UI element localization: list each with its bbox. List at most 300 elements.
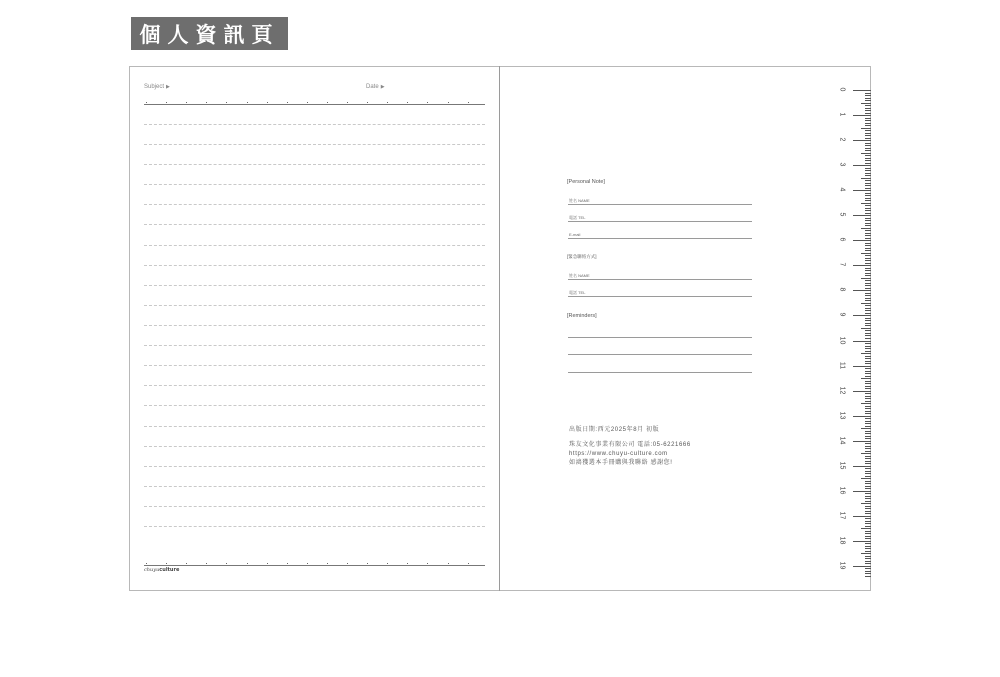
ruler-tick bbox=[865, 348, 871, 349]
dashed-rule bbox=[144, 526, 485, 527]
ruler-tick bbox=[865, 388, 871, 389]
dashed-rule bbox=[144, 245, 485, 246]
play-arrow-icon: ▶ bbox=[380, 84, 385, 90]
ruler-tick bbox=[865, 198, 871, 199]
emergency-tel-line bbox=[568, 296, 752, 297]
ruler-tick bbox=[865, 280, 871, 281]
ruler-tick bbox=[865, 446, 871, 447]
ruler-tick bbox=[865, 571, 871, 572]
ruler-number: 15 bbox=[838, 461, 846, 470]
ruler-tick bbox=[865, 346, 871, 347]
ruler-tick bbox=[865, 118, 871, 119]
ruler-tick bbox=[861, 303, 871, 304]
ruler-tick bbox=[865, 471, 871, 472]
tick-dot bbox=[347, 563, 348, 564]
ruler-tick bbox=[865, 160, 871, 161]
reminders-heading: [Reminders] bbox=[567, 313, 597, 319]
logo-bold: culture bbox=[159, 567, 180, 573]
ruler-number: 13 bbox=[838, 411, 846, 420]
ruler-tick bbox=[865, 513, 871, 514]
ruler-tick bbox=[865, 498, 871, 499]
ruler-number: 8 bbox=[838, 287, 846, 292]
ruler-tick bbox=[861, 428, 871, 429]
ruler-tick bbox=[865, 93, 871, 94]
ruler-tick bbox=[865, 325, 871, 326]
ruler-tick bbox=[865, 363, 871, 364]
ruler-tick bbox=[861, 178, 871, 179]
ruler-tick bbox=[865, 488, 871, 489]
dashed-rule bbox=[144, 305, 485, 306]
ruler-tick bbox=[865, 295, 871, 296]
tick-dot bbox=[267, 102, 268, 103]
dashed-rule bbox=[144, 405, 485, 406]
spine-divider bbox=[499, 66, 500, 591]
ruler-tick bbox=[865, 538, 871, 539]
tick-dot bbox=[267, 563, 268, 564]
ruler-tick bbox=[865, 138, 871, 139]
ruler-tick bbox=[853, 115, 871, 116]
ruler-tick bbox=[853, 341, 871, 342]
ruler-number: 9 bbox=[838, 312, 846, 317]
ruler-tick bbox=[865, 218, 871, 219]
emergency-name-label: 姓名 NAME bbox=[569, 273, 590, 278]
ruler-tick bbox=[865, 150, 871, 151]
ruler-tick bbox=[861, 453, 871, 454]
tick-dot bbox=[166, 102, 167, 103]
ruler-tick bbox=[853, 315, 871, 316]
ruler-tick bbox=[865, 431, 871, 432]
ruler-number: 1 bbox=[838, 112, 846, 117]
ruler-tick bbox=[861, 228, 871, 229]
ruler-tick bbox=[865, 511, 871, 512]
ruler-tick bbox=[853, 140, 871, 141]
ruler-tick bbox=[865, 368, 871, 369]
dashed-rule bbox=[144, 164, 485, 165]
ruler-number: 2 bbox=[838, 137, 846, 142]
ruler-tick bbox=[865, 130, 871, 131]
ruler-tick bbox=[865, 310, 871, 311]
tick-dot bbox=[186, 563, 187, 564]
ruler-tick bbox=[865, 145, 871, 146]
ruler-tick bbox=[865, 258, 871, 259]
ruler-number: 11 bbox=[838, 361, 846, 369]
ruler-number: 16 bbox=[838, 486, 846, 495]
play-arrow-icon: ▶ bbox=[166, 84, 170, 90]
ruler-tick bbox=[865, 260, 871, 261]
ruler-tick bbox=[865, 263, 871, 264]
ruler-number: 18 bbox=[838, 536, 846, 545]
subject-label: Subject bbox=[144, 84, 165, 90]
ruler-tick bbox=[853, 391, 871, 392]
tick-dot bbox=[367, 563, 368, 564]
ruler-tick bbox=[865, 148, 871, 149]
ruler-tick bbox=[853, 466, 871, 467]
ruler-tick bbox=[865, 255, 871, 256]
ruler-tick bbox=[861, 153, 871, 154]
tick-dot bbox=[448, 563, 449, 564]
ruler-tick bbox=[865, 576, 871, 577]
ruler-tick bbox=[865, 135, 871, 136]
centimeter-ruler bbox=[838, 86, 871, 576]
ruler-tick bbox=[865, 235, 871, 236]
ruler-tick bbox=[865, 248, 871, 249]
ruler-tick bbox=[865, 288, 871, 289]
ruler-tick bbox=[865, 180, 871, 181]
ruler-tick bbox=[865, 338, 871, 339]
ruler-tick bbox=[865, 275, 871, 276]
tick-dot bbox=[146, 563, 147, 564]
ruler-tick bbox=[865, 230, 871, 231]
ruler-tick bbox=[865, 205, 871, 206]
dashed-rule bbox=[144, 426, 485, 427]
ruler-tick bbox=[853, 165, 871, 166]
ruler-tick bbox=[865, 486, 871, 487]
ruler-tick bbox=[865, 501, 871, 502]
ruler-tick bbox=[865, 458, 871, 459]
ruler-number: 19 bbox=[838, 561, 846, 570]
ruler-tick bbox=[865, 298, 871, 299]
ruler-tick bbox=[865, 506, 871, 507]
ruler-tick bbox=[865, 443, 871, 444]
ruler-tick bbox=[865, 213, 871, 214]
ruler-tick bbox=[865, 493, 871, 494]
dashed-rule bbox=[144, 466, 485, 467]
dashed-rule bbox=[144, 486, 485, 487]
dashed-rule bbox=[144, 325, 485, 326]
field-tel-line bbox=[568, 221, 752, 222]
ruler-tick bbox=[853, 441, 871, 442]
date-header bbox=[366, 84, 385, 90]
ruler-tick bbox=[865, 393, 871, 394]
ruler-tick bbox=[865, 208, 871, 209]
field-name-line bbox=[568, 204, 752, 205]
ruler-number: 7 bbox=[838, 262, 846, 267]
ruler-tick bbox=[865, 546, 871, 547]
ruler-tick bbox=[865, 473, 871, 474]
tick-dot bbox=[448, 102, 449, 103]
ruler-tick bbox=[865, 185, 871, 186]
ruler-tick bbox=[865, 351, 871, 352]
ruler-tick bbox=[853, 215, 871, 216]
ruler-tick bbox=[865, 95, 871, 96]
ruler-tick bbox=[865, 100, 871, 101]
ruler-tick bbox=[865, 386, 871, 387]
ruler-tick bbox=[865, 523, 871, 524]
tick-dot bbox=[226, 102, 227, 103]
tick-dot bbox=[468, 563, 469, 564]
ruler-tick bbox=[865, 376, 871, 377]
ruler-tick bbox=[861, 203, 871, 204]
ruler-tick bbox=[865, 496, 871, 497]
ruler-tick bbox=[861, 478, 871, 479]
dashed-rule bbox=[144, 265, 485, 266]
ruler-tick bbox=[865, 123, 871, 124]
tick-dot bbox=[287, 563, 288, 564]
ruler-tick bbox=[865, 225, 871, 226]
ruler-tick bbox=[865, 245, 871, 246]
ruler-tick bbox=[865, 418, 871, 419]
ruler-tick bbox=[865, 220, 871, 221]
tick-dot bbox=[367, 102, 368, 103]
tick-dot bbox=[307, 563, 308, 564]
tick-dot bbox=[206, 563, 207, 564]
ruler-tick bbox=[853, 541, 871, 542]
tick-dot bbox=[387, 563, 388, 564]
solid-rule bbox=[144, 104, 485, 105]
publisher-info: 珠友文化事業有限公司 電話:05-6221666 bbox=[569, 442, 691, 448]
ruler-tick bbox=[853, 265, 871, 266]
publication-date: 出版日期:西元2025年8月 初版 bbox=[569, 427, 660, 433]
dashed-rule bbox=[144, 506, 485, 507]
ruler-number: 14 bbox=[838, 436, 846, 445]
ruler-tick bbox=[865, 305, 871, 306]
ruler-tick bbox=[865, 401, 871, 402]
ruler-tick bbox=[865, 531, 871, 532]
page-title: 個人資訊頁 bbox=[131, 17, 288, 50]
ruler-tick bbox=[865, 356, 871, 357]
ruler-tick bbox=[865, 558, 871, 559]
ruler-tick bbox=[865, 406, 871, 407]
ruler-tick bbox=[865, 330, 871, 331]
dashed-rule bbox=[144, 224, 485, 225]
ruler-tick bbox=[853, 416, 871, 417]
ruler-tick bbox=[865, 568, 871, 569]
ruler-tick bbox=[865, 448, 871, 449]
ruler-tick bbox=[861, 528, 871, 529]
ruler-tick bbox=[861, 503, 871, 504]
ruler-tick bbox=[865, 223, 871, 224]
ruler-tick bbox=[865, 343, 871, 344]
tick-dot bbox=[146, 102, 147, 103]
solid-rule bbox=[144, 565, 485, 566]
tick-dot bbox=[206, 102, 207, 103]
ruler-number: 12 bbox=[838, 386, 846, 394]
ruler-tick bbox=[853, 90, 871, 91]
ruler-tick bbox=[865, 335, 871, 336]
ruler-tick bbox=[865, 308, 871, 309]
ruler-number: 0 bbox=[838, 87, 846, 92]
ruler-tick bbox=[865, 158, 871, 159]
tick-dot bbox=[427, 563, 428, 564]
dashed-rule bbox=[144, 285, 485, 286]
tick-dot bbox=[307, 102, 308, 103]
subject-header bbox=[144, 84, 170, 90]
ruler-tick bbox=[865, 313, 871, 314]
ruler-tick bbox=[861, 328, 871, 329]
ruler-tick bbox=[865, 518, 871, 519]
emergency-tel-label: 電話 TEL bbox=[569, 290, 586, 295]
publisher-url: https://www.chuyu-culture.com bbox=[569, 451, 668, 457]
ruler-tick bbox=[853, 190, 871, 191]
ruler-tick bbox=[865, 110, 871, 111]
logo-script: chuyu bbox=[144, 567, 160, 573]
ruler-tick bbox=[865, 463, 871, 464]
ruler-tick bbox=[865, 476, 871, 477]
tick-dot bbox=[347, 102, 348, 103]
ruler-tick bbox=[865, 426, 871, 427]
dashed-rule bbox=[144, 144, 485, 145]
ruler-tick bbox=[865, 210, 871, 211]
ruler-tick bbox=[865, 120, 871, 121]
ruler-tick bbox=[865, 238, 871, 239]
ruler-tick bbox=[861, 353, 871, 354]
ruler-tick bbox=[853, 516, 871, 517]
ruler-tick bbox=[865, 268, 871, 269]
ruler-tick bbox=[865, 188, 871, 189]
brand-logo bbox=[144, 567, 179, 573]
tick-dot bbox=[247, 102, 248, 103]
ruler-tick bbox=[865, 438, 871, 439]
ruler-tick bbox=[865, 173, 871, 174]
ruler-tick bbox=[865, 358, 871, 359]
ruler-tick bbox=[865, 563, 871, 564]
tick-dot bbox=[166, 563, 167, 564]
field-name-label: 姓名 NAME bbox=[569, 198, 590, 203]
ruler-tick bbox=[865, 283, 871, 284]
ruler-number: 6 bbox=[838, 237, 846, 242]
ruler-tick bbox=[865, 423, 871, 424]
ruler-tick bbox=[865, 333, 871, 334]
ruler-tick bbox=[865, 533, 871, 534]
ruler-tick bbox=[865, 133, 871, 134]
ruler-tick bbox=[865, 163, 871, 164]
ruler-tick bbox=[865, 536, 871, 537]
ruler-tick bbox=[865, 556, 871, 557]
ruler-tick bbox=[865, 183, 871, 184]
tick-dot bbox=[186, 102, 187, 103]
ruler-tick bbox=[865, 155, 871, 156]
reminder-line bbox=[568, 372, 752, 373]
ruler-tick bbox=[865, 433, 871, 434]
thanks-note: 如鴻獲選本手冊購與我聯絡 感謝您! bbox=[569, 460, 673, 466]
tick-dot bbox=[247, 563, 248, 564]
ruler-tick bbox=[865, 381, 871, 382]
ruler-tick bbox=[861, 553, 871, 554]
reminder-line bbox=[568, 337, 752, 338]
ruler-tick bbox=[865, 320, 871, 321]
ruler-tick bbox=[861, 253, 871, 254]
ruler-tick bbox=[865, 371, 871, 372]
dashed-rule bbox=[144, 204, 485, 205]
ruler-tick bbox=[865, 383, 871, 384]
ruler-tick bbox=[865, 170, 871, 171]
ruler-tick bbox=[861, 403, 871, 404]
tick-dot bbox=[287, 102, 288, 103]
ruler-tick bbox=[865, 285, 871, 286]
ruler-tick bbox=[865, 250, 871, 251]
ruler-tick bbox=[865, 521, 871, 522]
tick-dot bbox=[387, 102, 388, 103]
emergency-heading: [緊急聯絡方式] bbox=[567, 254, 597, 259]
ruler-tick bbox=[865, 573, 871, 574]
dashed-rule bbox=[144, 365, 485, 366]
ruler-tick bbox=[865, 411, 871, 412]
date-label: Date bbox=[366, 84, 379, 90]
ruler-tick bbox=[865, 125, 871, 126]
ruler-tick bbox=[861, 378, 871, 379]
ruler-tick bbox=[865, 461, 871, 462]
ruler-tick bbox=[853, 290, 871, 291]
ruler-tick bbox=[865, 318, 871, 319]
ruler-tick bbox=[865, 526, 871, 527]
ruler-tick bbox=[853, 491, 871, 492]
ruler-tick bbox=[853, 366, 871, 367]
ruler-tick bbox=[865, 195, 871, 196]
ruler-tick bbox=[865, 551, 871, 552]
ruler-number: 5 bbox=[838, 212, 846, 217]
tick-dot bbox=[226, 563, 227, 564]
reminder-line bbox=[568, 354, 752, 355]
ruler-tick bbox=[861, 278, 871, 279]
dashed-rule bbox=[144, 385, 485, 386]
personal-note-heading: [Personal Note] bbox=[567, 179, 605, 185]
ruler-tick bbox=[865, 113, 871, 114]
ruler-tick bbox=[865, 436, 871, 437]
ruler-tick bbox=[865, 108, 871, 109]
ruler-tick bbox=[853, 566, 871, 567]
tick-dot bbox=[468, 102, 469, 103]
field-tel-label: 電話 TEL bbox=[569, 215, 586, 220]
emergency-name-line bbox=[568, 279, 752, 280]
ruler-tick bbox=[865, 270, 871, 271]
ruler-tick bbox=[865, 483, 871, 484]
ruler-tick bbox=[865, 373, 871, 374]
ruler-tick bbox=[865, 300, 871, 301]
ruler-tick bbox=[865, 175, 871, 176]
ruler-tick bbox=[865, 481, 871, 482]
dashed-rule bbox=[144, 345, 485, 346]
ruler-tick bbox=[865, 543, 871, 544]
ruler-number: 4 bbox=[838, 187, 846, 192]
ruler-tick bbox=[865, 398, 871, 399]
ruler-tick bbox=[865, 273, 871, 274]
tick-dot bbox=[407, 102, 408, 103]
ruler-tick bbox=[865, 396, 871, 397]
ruler-tick bbox=[865, 421, 871, 422]
ruler-tick bbox=[865, 293, 871, 294]
ruler-tick bbox=[865, 243, 871, 244]
ruler-tick bbox=[865, 323, 871, 324]
ruler-tick bbox=[865, 105, 871, 106]
tick-dot bbox=[407, 563, 408, 564]
ruler-tick bbox=[861, 103, 871, 104]
ruler-tick bbox=[861, 128, 871, 129]
ruler-tick bbox=[865, 508, 871, 509]
ruler-tick bbox=[865, 233, 871, 234]
ruler-tick bbox=[865, 200, 871, 201]
ruler-number: 3 bbox=[838, 162, 846, 167]
ruler-tick bbox=[865, 548, 871, 549]
field-email-label: E-mail bbox=[569, 232, 581, 237]
ruler-tick bbox=[865, 168, 871, 169]
ruler-tick bbox=[865, 413, 871, 414]
ruler-tick bbox=[865, 451, 871, 452]
dashed-rule bbox=[144, 124, 485, 125]
ruler-tick bbox=[865, 193, 871, 194]
ruler-tick bbox=[865, 361, 871, 362]
tick-dot bbox=[327, 563, 328, 564]
field-email-line bbox=[568, 238, 752, 239]
dashed-rule bbox=[144, 446, 485, 447]
tick-dot bbox=[427, 102, 428, 103]
ruler-number: 17 bbox=[838, 511, 846, 520]
ruler-tick bbox=[865, 468, 871, 469]
ruler-tick bbox=[865, 143, 871, 144]
ruler-tick bbox=[865, 561, 871, 562]
dashed-rule bbox=[144, 184, 485, 185]
ruler-tick bbox=[865, 408, 871, 409]
ruler-tick bbox=[865, 456, 871, 457]
